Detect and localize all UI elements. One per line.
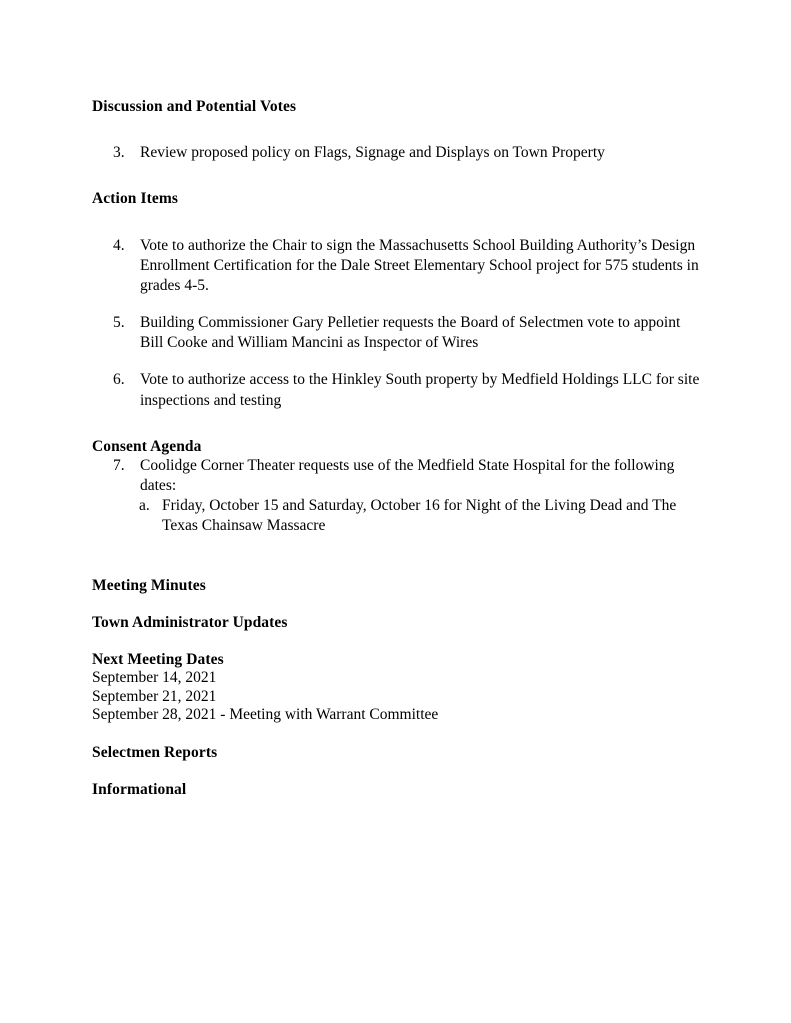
heading-consent-agenda: Consent Agenda — [92, 437, 202, 455]
spacer — [92, 537, 700, 577]
list-item-marker: 4. — [113, 236, 125, 254]
heading-next-meeting-dates: Next Meeting Dates — [92, 651, 224, 669]
spacer — [92, 595, 700, 614]
list-item — [92, 143, 700, 163]
spacer — [92, 209, 700, 236]
heading-town-administrator-updates: Town Administrator Updates — [92, 613, 288, 631]
spacer — [92, 411, 700, 438]
spacer — [92, 762, 700, 781]
list-item — [92, 236, 700, 296]
heading-action-items: Action Items — [92, 190, 179, 208]
heading-informational: Informational — [92, 780, 187, 798]
document-body — [92, 98, 700, 799]
sub-list-item — [116, 496, 700, 536]
list-item-text: Vote to authorize the Chair to sign the Massachusetts School Building Authority’s Design Enrollment Certification for the Dale Street Elementary School project for 575 students in grades 4-5. — [140, 236, 699, 294]
list-item-text: Vote to authorize access to the Hinkley South property by Medfield Holdings LLC for site inspections and testing — [140, 371, 700, 409]
section-action-items — [92, 190, 700, 410]
list-item — [92, 370, 700, 410]
list-item-marker: 5. — [113, 314, 125, 332]
list-consent-agenda-items — [92, 456, 700, 496]
list-item-text: Building Commissioner Gary Pelletier requests the Board of Selectmen vote to appoint Bill Cooke and William Mancini as Inspector of Wires — [140, 314, 681, 352]
list-item — [92, 313, 700, 353]
list-item-text: Review proposed policy on Flags, Signage and Displays on Town Property — [140, 144, 605, 162]
spacer — [92, 725, 700, 744]
list-item-marker: 6. — [113, 371, 125, 389]
sub-list-item-marker: a. — [139, 497, 150, 515]
spacer — [92, 116, 700, 143]
list-item-marker: 3. — [113, 144, 125, 162]
section-consent-agenda — [92, 438, 700, 537]
spacer — [92, 163, 700, 190]
list-item-text: Coolidge Corner Theater requests use of the Medfield State Hospital for the following dates: — [140, 456, 675, 495]
section-discussion-and-potential-votes — [92, 98, 700, 163]
list-discussion-items — [92, 143, 700, 163]
list-action-items — [92, 236, 700, 411]
section-next-meeting-dates — [92, 651, 700, 725]
meeting-date-line: September 14, 2021 — [92, 669, 217, 687]
sub-list-item-text: Friday, October 15 and Saturday, October 16 for Night of the Living Dead and The Texas Chainsaw Massacre — [162, 497, 677, 535]
list-item-marker: 7. — [113, 456, 125, 474]
spacer — [92, 632, 700, 651]
heading-discussion-and-potential-votes: Discussion and Potential Votes — [92, 98, 297, 115]
meeting-date-line: September 21, 2021 — [92, 687, 217, 705]
meeting-date-line: September 28, 2021 - Meeting with Warrant Committee — [92, 706, 439, 724]
list-consent-agenda-subitems — [92, 496, 700, 536]
list-item — [92, 456, 700, 496]
heading-selectmen-reports: Selectmen Reports — [92, 743, 218, 761]
heading-meeting-minutes: Meeting Minutes — [92, 576, 206, 594]
